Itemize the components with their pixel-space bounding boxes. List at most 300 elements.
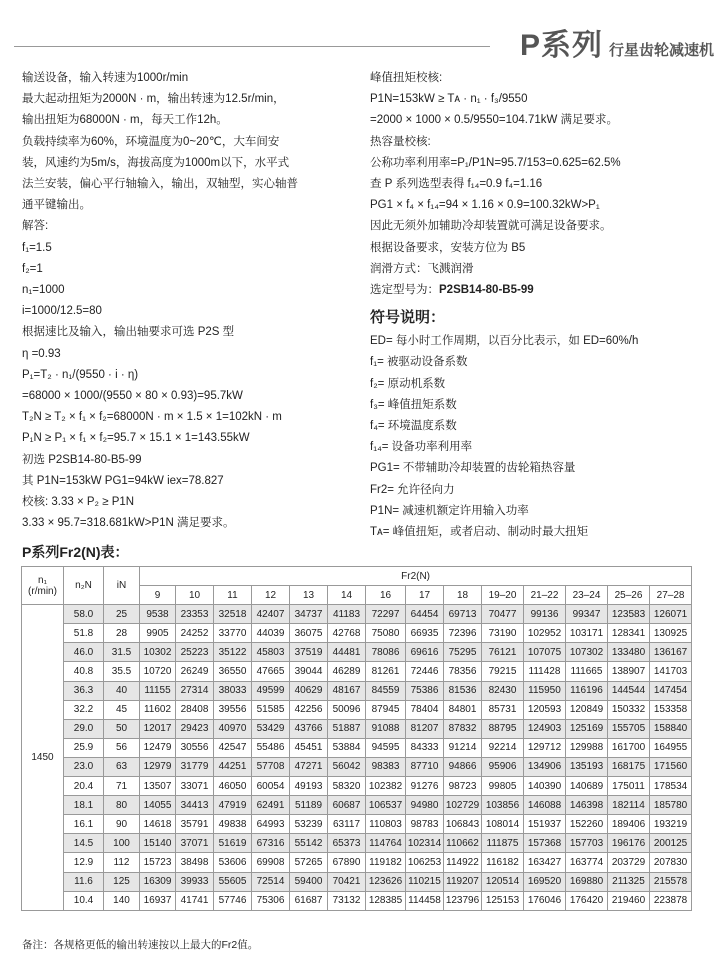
- fr2-cell: 178534: [650, 777, 692, 796]
- fr2-cell: 34737: [290, 605, 328, 624]
- header-size: 9: [140, 586, 176, 605]
- fr2-cell: 87710: [406, 757, 444, 776]
- left-text-line: 解答:: [22, 220, 49, 233]
- fr2-cell: 91214: [444, 738, 482, 757]
- fr2-cell: 58320: [328, 777, 366, 796]
- fr2-cell: 69713: [444, 605, 482, 624]
- fr2-cell: 14055: [140, 796, 176, 815]
- fr2-cell: 207830: [650, 853, 692, 872]
- fr2-cell: 107302: [566, 643, 608, 662]
- header-size: 18: [444, 586, 482, 605]
- header-n1: n₁ (r/min): [22, 567, 64, 605]
- fr2-cell: 81261: [366, 662, 406, 681]
- fr2-cell: 146088: [524, 796, 566, 815]
- fr2-cell: 161700: [608, 738, 650, 757]
- fr2-cell: 48167: [328, 681, 366, 700]
- fr2-cell: 62491: [252, 796, 290, 815]
- symbol-line: P1N= 减速机额定许用输入功率: [370, 504, 529, 517]
- fr2-cell: 42407: [252, 605, 290, 624]
- fr2-cell: 189406: [608, 815, 650, 834]
- fr2-cell: 120593: [524, 700, 566, 719]
- fr2-cell: 182114: [608, 796, 650, 815]
- fr2-cell: 98723: [444, 777, 482, 796]
- fr2-cell: 129712: [524, 738, 566, 757]
- fr2-cell: 185780: [650, 796, 692, 815]
- n2N-cell: 32.2: [64, 700, 104, 719]
- fr2-cell: 134906: [524, 757, 566, 776]
- header-size: 19–20: [482, 586, 524, 605]
- fr2-cell: 123583: [608, 605, 650, 624]
- header-size: 17: [406, 586, 444, 605]
- header-size: 12: [252, 586, 290, 605]
- fr2-cell: 72514: [252, 872, 290, 891]
- iN-cell: 71: [104, 777, 140, 796]
- fr2-cell: 157703: [566, 834, 608, 853]
- iN-cell: 31.5: [104, 643, 140, 662]
- fr2-cell: 43766: [290, 719, 328, 738]
- fr2-cell: 10720: [140, 662, 176, 681]
- fr2-cell: 124903: [524, 719, 566, 738]
- n2N-cell: 16.1: [64, 815, 104, 834]
- fr2-cell: 78086: [366, 643, 406, 662]
- fr2-cell: 10302: [140, 643, 176, 662]
- iN-cell: 112: [104, 853, 140, 872]
- fr2-cell: 141703: [650, 662, 692, 681]
- fr2-cell: 53429: [252, 719, 290, 738]
- fr2-cell: 135193: [566, 757, 608, 776]
- n2N-cell: 10.4: [64, 891, 104, 910]
- fr2-cell: 40629: [290, 681, 328, 700]
- fr2-cell: 95906: [482, 757, 524, 776]
- right-text-line: 根据设备要求，安装方位为 B5: [370, 241, 526, 254]
- fr2-cell: 37071: [176, 834, 214, 853]
- left-text-line: =68000 × 1000/(9550 × 80 × 0.93)=95.7kW: [22, 390, 243, 403]
- fr2-cell: 215578: [650, 872, 692, 891]
- fr2-cell: 211325: [608, 872, 650, 891]
- fr2-cell: 57746: [214, 891, 252, 910]
- fr2-cell: 72396: [444, 624, 482, 643]
- fr2-cell: 168175: [608, 757, 650, 776]
- fr2-cell: 110215: [406, 872, 444, 891]
- fr2-cell: 153358: [650, 700, 692, 719]
- symbol-line: f₂= 原动机系数: [370, 377, 446, 390]
- fr2-cell: 73132: [328, 891, 366, 910]
- n2N-cell: 11.6: [64, 872, 104, 891]
- fr2-cell: 106843: [444, 815, 482, 834]
- fr2-cell: 200125: [650, 834, 692, 853]
- fr2-cell: 12479: [140, 738, 176, 757]
- fr2-cell: 37519: [290, 643, 328, 662]
- fr2-cell: 147454: [650, 681, 692, 700]
- left-text-line: 初选 P2SB14-80-B5-99: [22, 453, 142, 466]
- n2N-cell: 18.1: [64, 796, 104, 815]
- fr2-cell: 176420: [566, 891, 608, 910]
- fr2-cell: 44251: [214, 757, 252, 776]
- fr2-cell: 49838: [214, 815, 252, 834]
- fr2-cell: 138907: [608, 662, 650, 681]
- table-row: [22, 719, 692, 738]
- n2N-cell: 29.0: [64, 719, 104, 738]
- fr2-cell: 42547: [214, 738, 252, 757]
- fr2-cell: 69908: [252, 853, 290, 872]
- header-size: 16: [366, 586, 406, 605]
- fr2-cell: 78356: [444, 662, 482, 681]
- left-text-line: 3.33 × 95.7=318.681kW>P1N 满足要求。: [22, 517, 235, 530]
- fr2-cell: 102382: [366, 777, 406, 796]
- fr2-cell: 15723: [140, 853, 176, 872]
- header-iN: iN: [104, 567, 140, 605]
- fr2-cell: 163774: [566, 853, 608, 872]
- right-text-line: PG1 × f₄ × f₁₄=94 × 1.16 × 0.9=100.32kW>P₁: [370, 199, 600, 212]
- fr2-cell: 87832: [444, 719, 482, 738]
- left-text-line: 输出扭矩为68000N · m，每天工作12h。: [22, 114, 228, 127]
- n1-value: 1450: [22, 605, 64, 911]
- fr2-cell: 98783: [406, 815, 444, 834]
- fr2-cell: 111665: [566, 662, 608, 681]
- fr2-cell: 47665: [252, 662, 290, 681]
- fr2-cell: 70477: [482, 605, 524, 624]
- symbol-line: Fr2= 允许径向力: [370, 483, 455, 496]
- fr2-cell: 111428: [524, 662, 566, 681]
- fr2-cell: 15140: [140, 834, 176, 853]
- fr2-cell: 176046: [524, 891, 566, 910]
- fr2-cell: 120849: [566, 700, 608, 719]
- fr2-cell: 39556: [214, 700, 252, 719]
- fr2-cell: 55142: [290, 834, 328, 853]
- fr2-cell: 63117: [328, 815, 366, 834]
- fr2-cell: 85731: [482, 700, 524, 719]
- left-text-line: f₁=1.5: [22, 241, 52, 254]
- fr2-cell: 65373: [328, 834, 366, 853]
- right-text-line: 热容量校核:: [370, 135, 431, 148]
- fr2-cell: 41183: [328, 605, 366, 624]
- fr2-cell: 126071: [650, 605, 692, 624]
- n2N-cell: 51.8: [64, 624, 104, 643]
- fr2-cell: 51887: [328, 719, 366, 738]
- table-row: [22, 872, 692, 891]
- fr2-cell: 84333: [406, 738, 444, 757]
- iN-cell: 45: [104, 700, 140, 719]
- table-row: [22, 700, 692, 719]
- fr2-cell: 24252: [176, 624, 214, 643]
- fr2-cell: 91276: [406, 777, 444, 796]
- header-size: 23–24: [566, 586, 608, 605]
- fr2-cell: 67890: [328, 853, 366, 872]
- fr2-cell: 50096: [328, 700, 366, 719]
- fr2-cell: 111875: [482, 834, 524, 853]
- fr2-cell: 64993: [252, 815, 290, 834]
- fr2-cell: 155705: [608, 719, 650, 738]
- table-row: [22, 662, 692, 681]
- fr2-cell: 150332: [608, 700, 650, 719]
- fr2-cell: 116182: [482, 853, 524, 872]
- n2N-cell: 23.0: [64, 757, 104, 776]
- fr2-cell: 114764: [366, 834, 406, 853]
- fr2-cell: 41741: [176, 891, 214, 910]
- fr2-cell: 16309: [140, 872, 176, 891]
- fr2-cell: 114922: [444, 853, 482, 872]
- iN-cell: 40: [104, 681, 140, 700]
- iN-cell: 28: [104, 624, 140, 643]
- fr2-cell: 51189: [290, 796, 328, 815]
- fr2-cell: 30556: [176, 738, 214, 757]
- header-size: 14: [328, 586, 366, 605]
- right-text-line: 因此无须外加辅助冷却装置就可满足设备要求。: [370, 220, 612, 233]
- fr2-cell: 125169: [566, 719, 608, 738]
- symbol-line: f₃= 峰值扭矩系数: [370, 398, 457, 411]
- table-row: [22, 643, 692, 662]
- table-row: [22, 777, 692, 796]
- fr2-cell: 81536: [444, 681, 482, 700]
- iN-cell: 125: [104, 872, 140, 891]
- fr2-cell: 84559: [366, 681, 406, 700]
- fr2-cell: 56042: [328, 757, 366, 776]
- left-text-line: P₁N ≥ P₁ × f₁ × f₂=95.7 × 15.1 × 1=143.55kW: [22, 432, 250, 445]
- selected-model: [370, 280, 710, 301]
- left-text-line: η =0.93: [22, 347, 61, 360]
- iN-cell: 35.5: [104, 662, 140, 681]
- fr2-cell: 144544: [608, 681, 650, 700]
- fr2-cell: 40970: [214, 719, 252, 738]
- iN-cell: 80: [104, 796, 140, 815]
- fr2-cell: 94980: [406, 796, 444, 815]
- fr2-cell: 42256: [290, 700, 328, 719]
- fr2-cell: 67316: [252, 834, 290, 853]
- fr2-cell: 35791: [176, 815, 214, 834]
- fr2-cell: 53606: [214, 853, 252, 872]
- fr2-cell: 44039: [252, 624, 290, 643]
- fr2-cell: 157368: [524, 834, 566, 853]
- fr2-cell: 64454: [406, 605, 444, 624]
- fr2-cell: 61687: [290, 891, 328, 910]
- table-row: [22, 815, 692, 834]
- left-text-line: 输送设备，输入转速为1000r/min: [22, 72, 189, 84]
- fr2-cell: 33770: [214, 624, 252, 643]
- fr2-cell: 12017: [140, 719, 176, 738]
- fr2-cell: 152260: [566, 815, 608, 834]
- fr2-cell: 92214: [482, 738, 524, 757]
- fr2-cell: 11602: [140, 700, 176, 719]
- header-size: 13: [290, 586, 328, 605]
- fr2-cell: 103856: [482, 796, 524, 815]
- fr2-cell: 23353: [176, 605, 214, 624]
- fr2-cell: 73190: [482, 624, 524, 643]
- fr2-cell: 12979: [140, 757, 176, 776]
- fr2-cell: 98383: [366, 757, 406, 776]
- fr2-cell: 46289: [328, 662, 366, 681]
- fr2-cell: 33071: [176, 777, 214, 796]
- fr2-cell: 203729: [608, 853, 650, 872]
- fr2-cell: 196176: [608, 834, 650, 853]
- fr2-cell: 45451: [290, 738, 328, 757]
- left-text-line: f₂=1: [22, 262, 43, 275]
- fr2-cell: 60687: [328, 796, 366, 815]
- fr2-cell: 14618: [140, 815, 176, 834]
- fr2-cell: 26249: [176, 662, 214, 681]
- n2N-cell: 20.4: [64, 777, 104, 796]
- table-row: [22, 834, 692, 853]
- n2N-cell: 40.8: [64, 662, 104, 681]
- fr2-cell: 99347: [566, 605, 608, 624]
- fr2-cell: 110803: [366, 815, 406, 834]
- fr2-cell: 120514: [482, 872, 524, 891]
- header-size: 25–26: [608, 586, 650, 605]
- fr2-cell: 16937: [140, 891, 176, 910]
- table-row: [22, 891, 692, 910]
- fr2-cell: 146398: [566, 796, 608, 815]
- fr2-cell: 59400: [290, 872, 328, 891]
- n2N-cell: 58.0: [64, 605, 104, 624]
- fr2-cell: 163427: [524, 853, 566, 872]
- symbol-line: f₁= 被驱动设备系数: [370, 356, 468, 369]
- iN-cell: 100: [104, 834, 140, 853]
- header-size: 10: [176, 586, 214, 605]
- n2N-cell: 25.9: [64, 738, 104, 757]
- fr2-cell: 42768: [328, 624, 366, 643]
- fr2-cell: 169880: [566, 872, 608, 891]
- fr2-table: [21, 566, 692, 911]
- iN-cell: 50: [104, 719, 140, 738]
- footnote: 备注：各规格更低的输出转速按以上最大的Fr2值。: [22, 939, 259, 951]
- fr2-cell: 136167: [650, 643, 692, 662]
- iN-cell: 63: [104, 757, 140, 776]
- fr2-cell: 79215: [482, 662, 524, 681]
- fr2-cell: 164955: [650, 738, 692, 757]
- fr2-cell: 175011: [608, 777, 650, 796]
- fr2-cell: 69616: [406, 643, 444, 662]
- fr2-cell: 119182: [366, 853, 406, 872]
- fr2-cell: 158840: [650, 719, 692, 738]
- fr2-cell: 102314: [406, 834, 444, 853]
- fr2-cell: 219460: [608, 891, 650, 910]
- symbol-line: f₄= 环境温度系数: [370, 420, 457, 433]
- symbol-line: f₁₄= 设备功率利用率: [370, 441, 473, 454]
- right-text-line: P1N=153kW ≥ Tᴀ · n₁ · f₃/9550: [370, 93, 528, 106]
- header-size: 21–22: [524, 586, 566, 605]
- fr2-cell: 49599: [252, 681, 290, 700]
- fr2-cell: 34413: [176, 796, 214, 815]
- fr2-cell: 76121: [482, 643, 524, 662]
- fr2-cell: 129988: [566, 738, 608, 757]
- left-text-line: 装，风速约为5m/s，海拔高度为1000m以下，水平式: [22, 156, 290, 169]
- fr2-cell: 36075: [290, 624, 328, 643]
- fr2-cell: 169520: [524, 872, 566, 891]
- left-text-line: 负载持续率为60%，环境温度为0~20℃，大车间安: [22, 135, 280, 148]
- fr2-cell: 119207: [444, 872, 482, 891]
- fr2-cell: 53239: [290, 815, 328, 834]
- table-row: [22, 681, 692, 700]
- table-row: [22, 757, 692, 776]
- fr2-cell: 60054: [252, 777, 290, 796]
- left-text-line: 其 P1N=153kW PG1=94kW iex=78.827: [22, 474, 224, 487]
- fr2-cell: 94866: [444, 757, 482, 776]
- fr2-cell: 72446: [406, 662, 444, 681]
- fr2-cell: 88795: [482, 719, 524, 738]
- fr2-cell: 99136: [524, 605, 566, 624]
- fr2-cell: 29423: [176, 719, 214, 738]
- table-row: [22, 605, 692, 624]
- left-column: [22, 68, 352, 534]
- fr2-cell: 27314: [176, 681, 214, 700]
- iN-cell: 56: [104, 738, 140, 757]
- fr2-cell: 70421: [328, 872, 366, 891]
- right-text-line: 公称功率利用率=P₁/P1N=95.7/153=0.625=62.5%: [370, 156, 621, 169]
- page-header: [0, 0, 720, 62]
- fr2-cell: 9905: [140, 624, 176, 643]
- fr2-cell: 151937: [524, 815, 566, 834]
- left-text-line: 法兰安装，偏心平行轴输入，输出，双轴型，实心轴普: [22, 178, 298, 191]
- left-text-line: P₁=T₂ · n₁/(9550 · i · η): [22, 368, 139, 381]
- fr2-cell: 35122: [214, 643, 252, 662]
- iN-cell: 90: [104, 815, 140, 834]
- right-text-line: =2000 × 1000 × 0.5/9550=104.71kW 满足要求。: [370, 114, 619, 127]
- iN-cell: 140: [104, 891, 140, 910]
- fr2-cell: 53884: [328, 738, 366, 757]
- fr2-cell: 44481: [328, 643, 366, 662]
- fr2-cell: 55486: [252, 738, 290, 757]
- table-row: [22, 796, 692, 815]
- fr2-cell: 99805: [482, 777, 524, 796]
- fr2-cell: 108014: [482, 815, 524, 834]
- header-rule: [14, 46, 490, 47]
- fr2-cell: 49193: [290, 777, 328, 796]
- fr2-cell: 125153: [482, 891, 524, 910]
- fr2-cell: 55605: [214, 872, 252, 891]
- fr2-cell: 51619: [214, 834, 252, 853]
- fr2-cell: 66935: [406, 624, 444, 643]
- left-text-line: i=1000/12.5=80: [22, 305, 102, 318]
- fr2-cell: 82430: [482, 681, 524, 700]
- fr2-cell: 116196: [566, 681, 608, 700]
- fr2-cell: 38498: [176, 853, 214, 872]
- right-text-line: 峰值扭矩校核:: [370, 72, 443, 84]
- header-fr2: Fr2(N): [140, 567, 692, 586]
- fr2-cell: 106253: [406, 853, 444, 872]
- table-row: [22, 738, 692, 757]
- left-text-line: n₁=1000: [22, 284, 65, 297]
- fr2-cell: 102729: [444, 796, 482, 815]
- fr2-cell: 103171: [566, 624, 608, 643]
- left-text-line: 校核: 3.33 × P₂ ≥ P1N: [22, 496, 135, 509]
- fr2-cell: 140390: [524, 777, 566, 796]
- fr2-cell: 9538: [140, 605, 176, 624]
- fr2-cell: 140689: [566, 777, 608, 796]
- right-column: [370, 68, 710, 543]
- n2N-cell: 12.9: [64, 853, 104, 872]
- fr2-cell: 28408: [176, 700, 214, 719]
- fr2-cell: 84801: [444, 700, 482, 719]
- fr2-cell: 107075: [524, 643, 566, 662]
- fr2-cell: 47919: [214, 796, 252, 815]
- fr2-cell: 115950: [524, 681, 566, 700]
- selected-model-label: 选定型号为：: [370, 284, 439, 297]
- fr2-cell: 193219: [650, 815, 692, 834]
- selected-model-value: P2SB14-80-B5-99: [439, 284, 534, 297]
- fr2-cell: 102952: [524, 624, 566, 643]
- fr2-cell: 223878: [650, 891, 692, 910]
- brand-title: [520, 20, 714, 64]
- table-row: [22, 853, 692, 872]
- fr2-cell: 110662: [444, 834, 482, 853]
- table-title: P系列Fr2(N)表：: [22, 544, 129, 560]
- brand-subtitle: 行星齿轮减速机: [608, 42, 714, 59]
- fr2-cell: 51585: [252, 700, 290, 719]
- iN-cell: 25: [104, 605, 140, 624]
- fr2-cell: 87945: [366, 700, 406, 719]
- n2N-cell: 46.0: [64, 643, 104, 662]
- n2N-cell: 36.3: [64, 681, 104, 700]
- fr2-cell: 75080: [366, 624, 406, 643]
